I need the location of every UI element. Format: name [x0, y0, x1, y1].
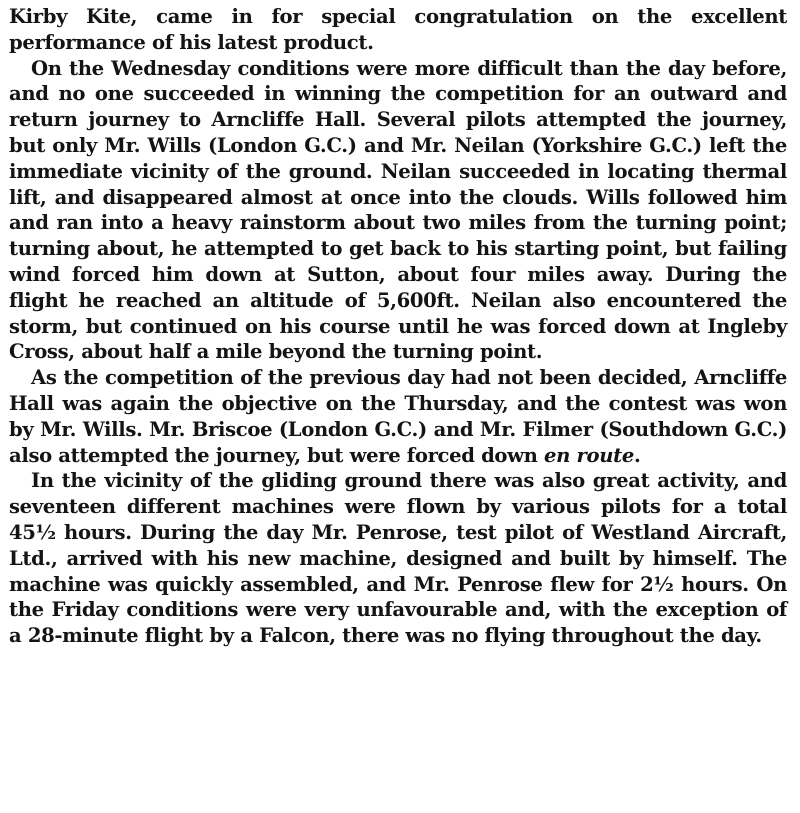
article-body — [9, 4, 787, 649]
paragraph-thursday-text: As the competition of the previous day had not been decided, Arncliffe Hall was again the objective on the Thursday, and the contest was won by Mr. Wills. Mr. Briscoe (London G.C.) and Mr. Filmer (Southdown G.C.) also attempted the journey, but were forced down — [9, 366, 787, 467]
paragraph-thursday — [9, 365, 787, 468]
italic-en-route: en route — [544, 443, 634, 467]
paragraph-continuation: Kirby Kite, came in for special congratulation on the excellent performance of his latest product. — [9, 5, 787, 54]
paragraph-gliding-ground: In the vicinity of the gliding ground there was also great activity, and seventeen different machines were flown by various pilots for a total 45½ hours. During the day Mr. Penrose, test pilot of Westland Aircraft, Ltd., arrived with his new machine, designed and built by himself. The machine was quickly assembled, and Mr. Penrose flew for 2½ hours. On the Friday conditions were very unfavourable and, with the exception of a 28-minute flight by a Falcon, there was no flying throughout the day. — [9, 469, 787, 648]
paragraph-wednesday: On the Wednesday conditions were more difficult than the day before, and no one succeeded in winning the competition for an outward and return journey to Arncliffe Hall. Several pilots attempted the journey, but only Mr. Wills (London G.C.) and Mr. Neilan (Yorkshire G.C.) left the immediate vicinity of the ground. Neilan succeeded in locating thermal lift, and disappeared almost at once into the clouds. Wills followed him and ran into a heavy rainstorm about two miles from the turning point; turning about, he attempted to get back to his starting point, but failing wind forced him down at Sutton, about four miles away. During the flight he reached an altitude of 5,600ft. Neilan also encountered the storm, but continued on his course until he was forced down at Ingleby Cross, about half a mile beyond the turning point. — [9, 56, 787, 364]
paragraph-thursday-end: . — [633, 443, 641, 467]
